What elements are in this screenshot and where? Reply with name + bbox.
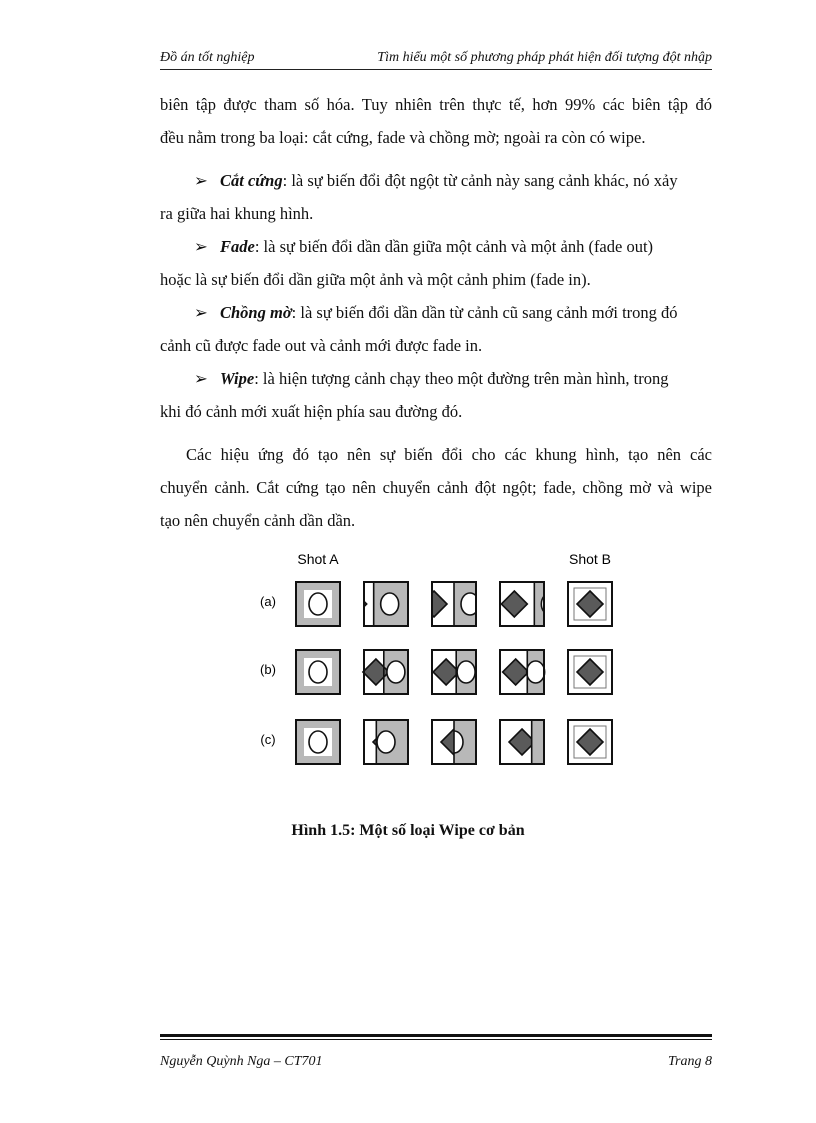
shot-a-frame bbox=[296, 720, 340, 764]
wipe-diagram bbox=[0, 540, 816, 780]
header-left: Đồ án tốt nghiệp bbox=[160, 50, 255, 65]
row-label-a: (a) bbox=[260, 594, 276, 609]
bullet-term: Wipe bbox=[220, 369, 255, 388]
header-rule bbox=[160, 69, 712, 70]
wipe-frame-b bbox=[363, 650, 408, 694]
bullet-text: : là sự biến đổi dần dần giữa một cảnh và một ảnh (fade out) bbox=[254, 237, 654, 256]
paragraph-line: biên tập được tham số hóa. Tuy nhiên trên thực tế, hơn 99% các biên tập đó bbox=[160, 95, 712, 114]
body-text bbox=[160, 88, 712, 537]
wipe-frame-a bbox=[500, 582, 559, 626]
shot-a-frame bbox=[296, 582, 340, 626]
page-number: Trang 8 bbox=[668, 1054, 712, 1069]
paragraph-line: tạo nên chuyển cảnh dần dần. bbox=[160, 511, 356, 530]
wipe-figure bbox=[0, 540, 816, 780]
shot-b-frame bbox=[568, 650, 612, 694]
header-right: Tìm hiểu một số phương pháp phát hiện đối tượng đột nhập bbox=[377, 50, 712, 65]
bullet-item bbox=[160, 164, 712, 197]
wipe-frame-c bbox=[432, 720, 476, 764]
shot-b-frame bbox=[568, 720, 612, 764]
footer-author: Nguyễn Quỳnh Nga – CT701 bbox=[160, 1054, 323, 1069]
shot-b-label: Shot B bbox=[568, 551, 612, 567]
bullet-text: : là sự biến đổi đột ngột từ cảnh này sang cảnh khác, nó xảy bbox=[282, 171, 678, 190]
wipe-frame-b bbox=[500, 650, 545, 694]
arrow-bullet-icon: ➢ bbox=[194, 369, 208, 388]
wipe-frame-b bbox=[432, 650, 476, 694]
bullet-item bbox=[160, 230, 712, 263]
bullet-text: : là sự biến đổi dần dần từ cảnh cũ sang cảnh mới trong đó bbox=[291, 303, 678, 322]
arrow-bullet-icon: ➢ bbox=[194, 303, 208, 322]
bullet-item bbox=[160, 296, 712, 329]
paragraph-line: đều nằm trong ba loại: cắt cứng, fade và chồng mờ; ngoài ra còn có wipe. bbox=[160, 128, 646, 147]
shot-a-frame bbox=[296, 650, 340, 694]
bullet-continuation: khi đó cảnh mới xuất hiện phía sau đường đó. bbox=[160, 402, 463, 421]
wipe-frame-a bbox=[421, 582, 479, 626]
wipe-frame-c bbox=[500, 720, 544, 764]
shot-a-label: Shot A bbox=[297, 551, 339, 567]
footer-rule-thin bbox=[160, 1039, 712, 1040]
figure-caption: Hình 1.5: Một số loại Wipe cơ bản bbox=[291, 822, 525, 839]
bullet-continuation: hoặc là sự biến đổi dần giữa một ảnh và một cảnh phim (fade in). bbox=[160, 270, 591, 289]
footer-rule bbox=[160, 1034, 712, 1037]
wipe-frame-a bbox=[341, 582, 408, 626]
row-label-b: (b) bbox=[260, 662, 276, 677]
bullet-continuation: cảnh cũ được fade out và cảnh mới được fade in. bbox=[160, 336, 483, 355]
bullet-continuation: ra giữa hai khung hình. bbox=[160, 204, 314, 223]
shot-b-frame bbox=[568, 582, 612, 626]
paragraph-line: Các hiệu ứng đó tạo nên sự biến đổi cho các khung hình, tạo nên các bbox=[186, 445, 712, 464]
paragraph-line: chuyển cảnh. Cắt cứng tạo nên chuyển cảnh đột ngột; fade, chồng mờ và wipe bbox=[160, 478, 712, 497]
bullet-term: Chồng mờ bbox=[220, 303, 292, 322]
bullet-item bbox=[160, 362, 712, 395]
bullet-term: Fade bbox=[220, 237, 255, 256]
frame-grid bbox=[296, 582, 612, 764]
bullet-term: Cắt cứng bbox=[220, 171, 283, 190]
wipe-frame-c bbox=[364, 720, 408, 764]
bullet-text: : là hiện tượng cảnh chạy theo một đường trên màn hình, trong bbox=[254, 369, 669, 388]
arrow-bullet-icon: ➢ bbox=[194, 171, 208, 190]
row-label-c: (c) bbox=[260, 732, 276, 747]
arrow-bullet-icon: ➢ bbox=[194, 237, 208, 256]
